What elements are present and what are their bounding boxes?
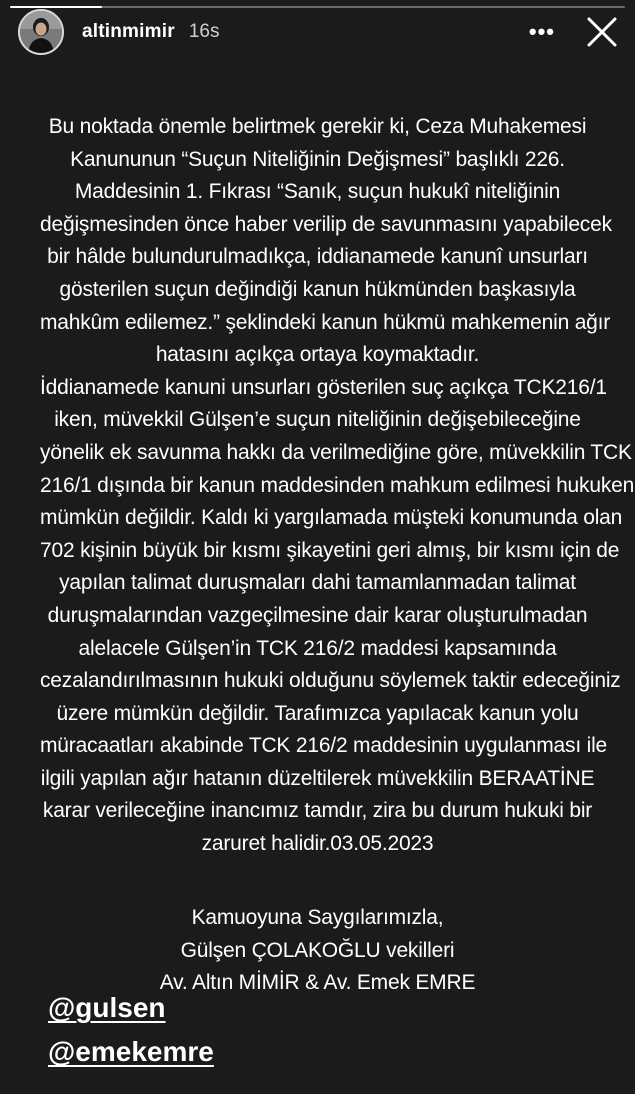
statement-line: ilgili yapılan ağır hatanın düzeltilerek müvekkilin BERAATİNE	[40, 766, 595, 790]
signature-line: Gülşen ÇOLAKOĞLU vekilleri	[180, 938, 455, 962]
statement-line: yapılan talimat duruşmaları dahi tamamlanmadan talimat	[59, 571, 576, 595]
statement-line: duruşmalarından vazgeçilmesine dair karar oluşturulmadan	[47, 603, 588, 627]
statement-line: mahkûm edilemez.” şeklindeki kanun hükmü mahkemenin ağır	[40, 310, 611, 334]
username[interactable]: altinmimir	[82, 21, 175, 42]
statement-line: yönelik ek savunma hakkı da verilmediğine göre, müvekkilin TCK	[40, 440, 632, 464]
statement-line: gösterilen suçun değindiği kanun hükmünden başkasıyla	[59, 277, 576, 301]
story-header	[18, 8, 623, 56]
avatar[interactable]	[18, 9, 64, 55]
statement-line: karar verileceğine inancımız tamdır, zira bu durum hukuki bir	[42, 799, 593, 823]
mention-sticker-gulsen[interactable]: @gulsen	[48, 992, 166, 1023]
statement-line: değişmesinden önce haber verilip de savunmasını yapabilecek	[40, 212, 612, 236]
statement-line: mümkün değildir. Kaldı ki yargılamada müşteki konumunda olan	[40, 506, 623, 530]
statement-line: Kanununun “Suçun Niteliğinin Değişmesi” başlıklı 226.	[70, 147, 565, 171]
profile-photo-icon	[20, 11, 62, 53]
statement-line: 216/1 dışında bir kanun maddesinden mahkum edilmesi hukuken	[40, 473, 635, 497]
close-icon[interactable]	[585, 15, 619, 49]
statement-line: üzere mümkün değildir. Tarafımızca yapılacak kanun yolu	[56, 701, 579, 725]
statement-line: 702 kişinin büyük bir kısmı şikayetini geri almış, bir kısmı için de	[40, 538, 620, 562]
statement-line: Bu noktada önemle belirtmek gerekir ki, Ceza Muhakemesi	[48, 115, 587, 138]
signature-line: Kamuoyuna Saygılarımızla,	[191, 906, 444, 929]
statement-line: iken, müvekkil Gülşen’e suçun niteliğinin değişebileceğine	[54, 408, 581, 432]
timestamp: 16s	[188, 21, 220, 42]
statement-line: bir hâlde bulundurulmadıkça, iddianamede kanunî unsurları	[47, 245, 588, 269]
statement-line: Maddesinin 1. Fıkrası “Sanık, suçun hukukî niteliğinin	[74, 180, 561, 204]
statement-line: alelacele Gülşen’in TCK 216/2 maddesi kapsamında	[78, 636, 557, 660]
signature-line: Av. Altın MİMİR & Av. Emek EMRE	[159, 971, 476, 995]
more-options-button[interactable]: •••	[528, 19, 555, 44]
statement-line: hatasını açıkça ortaya koymaktadır.	[155, 343, 480, 367]
statement-line: cezalandırılmasının hukuki olduğunu söylemek taktir edeceğiniz	[40, 669, 621, 693]
statement-line: İddianamede kanuni unsurları gösterilen suç açıkça TCK216/1	[40, 375, 607, 399]
statement-line: müracaatları akabinde TCK 216/2 maddesinin uygulanması ile	[40, 734, 608, 758]
mention-sticker-emekemre[interactable]: @emekemre	[48, 1036, 214, 1067]
statement-line: zaruret halidir.03.05.2023	[201, 832, 434, 856]
statement-signature	[40, 902, 595, 1000]
story-statement-text	[40, 111, 635, 861]
